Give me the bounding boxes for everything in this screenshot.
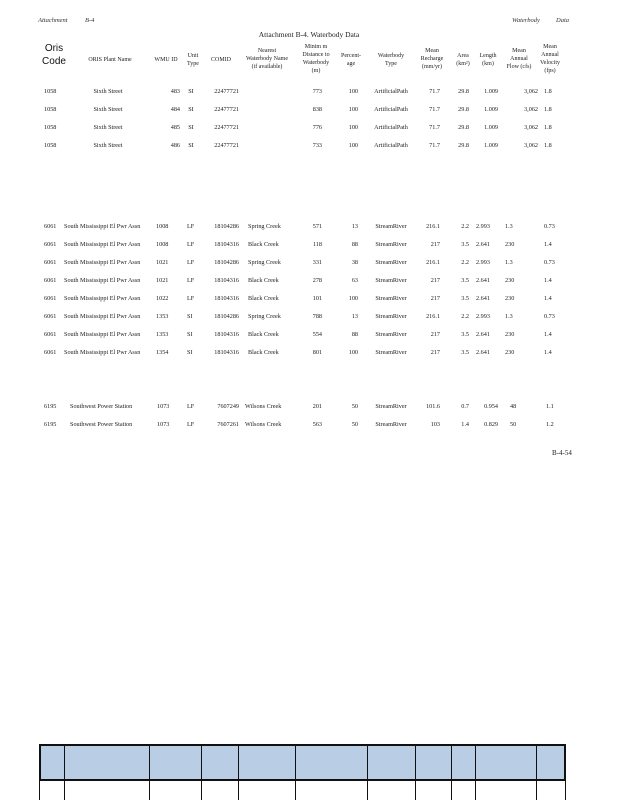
cell-len: 2.993 [476,259,490,266]
cell-name: Black Creek [248,331,279,338]
cell-rech: 101.6 [426,403,440,410]
col-length: Length (km) [479,53,497,67]
next-table-header [39,744,566,800]
cell-rech: 216.1 [426,259,440,266]
cell-wmu: 1353 [156,331,169,338]
col-unit-type: Unit Type [187,53,199,67]
cell-dist: 101 [312,295,322,302]
cell-vel: 1.8 [544,88,552,95]
cell-comid: 18104286 [214,259,239,266]
cell-wmu: 1354 [156,349,169,356]
cell-area: 3.5 [461,349,469,356]
cell-plant: Sixth Street [93,142,123,149]
table-row [0,403,618,415]
cell-wmu: 1073 [157,403,170,410]
cell-plant: Southwest Power Station [70,421,133,428]
cell-plant: Sixth Street [93,88,123,95]
cell-len: 0.829 [484,421,498,428]
cell-flow: 1.3 [505,259,513,266]
table-row [0,124,618,136]
cell-vel: 1.1 [546,403,554,410]
cell-len: 2.993 [476,313,490,320]
cell-unit: SI [187,331,193,338]
cell-vel: 1.2 [546,421,554,428]
cell-oris: 6061 [44,277,57,284]
cell-len: 0.954 [484,403,498,410]
cell-flow: 3,062 [524,106,538,113]
cell-wmu: 1008 [156,241,169,248]
cell-comid: 7607249 [217,403,239,410]
grid-line [238,744,239,800]
cell-plant: South Mississippi El Pwr Assn [64,331,141,338]
cell-rech: 103 [430,421,440,428]
cell-area: 3.5 [461,277,469,284]
cell-vel: 0.73 [544,223,555,230]
cell-unit: SI [187,313,193,320]
cell-name: Wilsons Creek [245,421,282,428]
cell-area: 2.2 [461,259,469,266]
cell-vel: 1.4 [544,349,552,356]
cell-type: StreamRiver [375,259,407,266]
col-wmu-id: WMU ID [154,57,178,63]
cell-rech: 216.1 [426,223,440,230]
cell-flow: 230 [505,295,515,302]
cell-len: 1.009 [484,88,498,95]
cell-flow: 3,062 [524,124,538,131]
cell-unit: LF [187,277,195,284]
cell-comid: 18104286 [214,313,239,320]
table-row [0,223,618,235]
cell-unit: LF [187,421,195,428]
cell-type: ArtificialPath [374,106,408,113]
cell-pct: 100 [348,142,358,149]
grid-line [415,744,416,800]
cell-pct: 38 [351,259,358,266]
cell-oris: 6061 [44,331,57,338]
cell-vel: 0.73 [544,313,555,320]
cell-dist: 278 [312,277,322,284]
cell-rech: 217 [430,349,440,356]
cell-comid: 22477721 [214,106,239,113]
cell-dist: 776 [312,124,322,131]
cell-dist: 201 [312,403,322,410]
header-attachment: Attachment [38,17,68,24]
header-topic: Waterbody [512,17,540,24]
grid-line [367,744,368,800]
cell-plant: South Mississippi El Pwr Assn [64,277,141,284]
cell-unit: LF [187,403,195,410]
cell-type: StreamRiver [375,331,407,338]
cell-area: 3.5 [461,241,469,248]
cell-dist: 571 [312,223,322,230]
cell-type: StreamRiver [375,295,407,302]
cell-flow: 230 [505,331,515,338]
cell-len: 1.009 [484,142,498,149]
cell-rech: 217 [430,331,440,338]
cell-oris: 6061 [44,241,57,248]
table-row [0,259,618,271]
cell-dist: 838 [312,106,322,113]
cell-plant: Sixth Street [93,124,123,131]
grid-line [451,744,452,800]
cell-oris: 6061 [44,259,57,266]
cell-vel: 1.8 [544,124,552,131]
col-percentage: Percent- age [341,53,361,67]
cell-name: Spring Creek [248,313,281,320]
cell-pct: 13 [351,223,358,230]
cell-flow: 230 [505,349,515,356]
cell-unit: SI [188,142,194,149]
cell-plant: Sixth Street [93,106,123,113]
grid-line [475,744,476,800]
cell-dist: 788 [312,313,322,320]
cell-rech: 217 [430,241,440,248]
cell-comid: 18104316 [214,295,239,302]
cell-comid: 22477721 [214,88,239,95]
cell-unit: SI [187,349,193,356]
cell-flow: 1.3 [505,223,513,230]
cell-unit: SI [188,88,194,95]
cell-plant: South Mississippi El Pwr Assn [64,241,141,248]
cell-name: Spring Creek [248,223,281,230]
cell-vel: 1.8 [544,106,552,113]
cell-unit: LF [187,295,195,302]
cell-pct: 100 [348,295,358,302]
cell-wmu: 1021 [156,259,169,266]
cell-name: Wilsons Creek [245,403,282,410]
col-nearest-waterbody: Nearest Waterbody Name (if available) [246,48,288,70]
cell-len: 1.009 [484,106,498,113]
cell-vel: 1.4 [544,295,552,302]
table-row [0,241,618,253]
cell-oris: 6195 [44,421,57,428]
cell-plant: South Mississippi El Pwr Assn [64,349,141,356]
cell-comid: 18104286 [214,223,239,230]
table-row [0,295,618,307]
header-section: B-4 [85,17,95,24]
cell-plant: South Mississippi El Pwr Assn [64,223,141,230]
cell-name: Black Creek [248,295,279,302]
page-title: Attachment B-4. Waterbody Data [258,30,360,39]
cell-oris: 6195 [44,403,57,410]
cell-plant: South Mississippi El Pwr Assn [64,313,141,320]
cell-area: 1.4 [461,421,469,428]
cell-oris: 1058 [44,106,57,113]
cell-pct: 100 [348,88,358,95]
cell-comid: 22477721 [214,142,239,149]
cell-flow: 3,062 [524,88,538,95]
cell-plant: Southwest Power Station [70,403,133,410]
cell-dist: 773 [312,88,322,95]
cell-comid: 18104316 [214,277,239,284]
cell-wmu: 484 [170,106,180,113]
cell-type: ArtificialPath [374,124,408,131]
cell-type: StreamRiver [375,421,407,428]
col-comid: COMID [210,57,231,63]
cell-vel: 1.4 [544,331,552,338]
cell-comid: 18104316 [214,241,239,248]
table-row [0,313,618,325]
header-data: Data [556,17,569,24]
cell-type: ArtificialPath [374,142,408,149]
page-number: B-4-54 [552,449,572,457]
cell-area: 3.5 [461,295,469,302]
cell-rech: 71.7 [429,142,440,149]
cell-pct: 88 [351,241,358,248]
cell-oris: 1058 [44,88,57,95]
cell-type: ArtificialPath [374,88,408,95]
cell-vel: 1.4 [544,241,552,248]
cell-flow: 230 [505,277,515,284]
cell-plant: South Mississippi El Pwr Assn [64,295,141,302]
cell-name: Black Creek [248,241,279,248]
cell-comid: 22477721 [214,124,239,131]
cell-type: StreamRiver [375,313,407,320]
cell-pct: 100 [348,106,358,113]
grid-line [295,744,296,800]
cell-oris: 6061 [44,313,57,320]
col-mean-annual-flow: Mean Annual Flow (cfs) [506,48,532,70]
cell-vel: 1.4 [544,277,552,284]
cell-wmu: 1008 [156,223,169,230]
cell-flow: 3,062 [524,142,538,149]
cell-pct: 13 [351,313,358,320]
cell-rech: 71.7 [429,106,440,113]
cell-pct: 100 [348,349,358,356]
cell-rech: 217 [430,295,440,302]
grid-line [149,744,150,800]
cell-dist: 331 [312,259,322,266]
cell-name: Spring Creek [248,259,281,266]
cell-rech: 217 [430,277,440,284]
cell-wmu: 485 [170,124,180,131]
cell-flow: 48 [510,403,517,410]
cell-len: 2.993 [476,223,490,230]
cell-pct: 50 [351,403,358,410]
cell-rech: 216.1 [426,313,440,320]
grid-line [39,744,40,800]
cell-flow: 230 [505,241,515,248]
grid-line [565,744,566,800]
cell-flow: 50 [510,421,517,428]
cell-wmu: 486 [170,142,180,149]
cell-len: 2.641 [476,241,490,248]
cell-unit: LF [187,223,195,230]
cell-pct: 63 [351,277,358,284]
grid-line [64,744,65,800]
cell-name: Black Creek [248,349,279,356]
cell-type: StreamRiver [375,223,407,230]
col-mean-recharge: Mean Recharge (mm/yr) [420,48,444,70]
cell-unit: SI [188,124,194,131]
cell-len: 2.641 [476,331,490,338]
table-row [0,106,618,118]
cell-vel: 0.73 [544,259,555,266]
cell-comid: 18104316 [214,349,239,356]
table-row [0,277,618,289]
cell-rech: 71.7 [429,124,440,131]
cell-dist: 733 [312,142,322,149]
next-table-header-band [39,744,566,781]
col-waterbody-type: Waterbody Type [377,53,405,67]
cell-type: StreamRiver [375,241,407,248]
cell-len: 2.641 [476,295,490,302]
cell-area: 3.5 [461,331,469,338]
cell-comid: 18104316 [214,331,239,338]
cell-wmu: 1353 [156,313,169,320]
cell-flow: 1.3 [505,313,513,320]
cell-wmu: 483 [170,88,180,95]
cell-area: 29.8 [458,88,469,95]
cell-len: 2.641 [476,277,490,284]
cell-unit: LF [187,241,195,248]
cell-wmu: 1073 [157,421,170,428]
cell-oris: 6061 [44,349,57,356]
cell-area: 29.8 [458,124,469,131]
col-oris-code: Oris Code [42,43,66,67]
cell-dist: 118 [312,241,322,248]
cell-pct: 88 [351,331,358,338]
cell-comid: 7607261 [217,421,239,428]
cell-dist: 554 [312,331,322,338]
cell-unit: LF [187,259,195,266]
cell-area: 0.7 [461,403,469,410]
cell-oris: 6061 [44,295,57,302]
cell-name: Black Creek [248,277,279,284]
table-row [0,331,618,343]
cell-plant: South Mississippi El Pwr Assn [64,259,141,266]
cell-area: 29.8 [458,106,469,113]
col-plant-name: ORIS Plant Name [88,57,132,63]
cell-type: StreamRiver [375,403,407,410]
cell-type: StreamRiver [375,277,407,284]
table-row [0,142,618,154]
table-row [0,349,618,361]
cell-area: 2.2 [461,223,469,230]
cell-oris: 1058 [44,142,57,149]
cell-area: 2.2 [461,313,469,320]
col-area: Area (km²) [456,53,470,67]
table-row [0,421,618,433]
grid-line [201,744,202,800]
cell-wmu: 1022 [156,295,169,302]
cell-pct: 50 [351,421,358,428]
cell-unit: SI [188,106,194,113]
cell-vel: 1.8 [544,142,552,149]
grid-line [536,744,537,800]
cell-oris: 6061 [44,223,57,230]
table-row [0,88,618,100]
col-min-distance: Minim m Distance to Waterbody (m) [302,44,330,74]
cell-dist: 563 [312,421,322,428]
cell-pct: 100 [348,124,358,131]
cell-area: 29.8 [458,142,469,149]
cell-type: StreamRiver [375,349,407,356]
cell-rech: 71.7 [429,88,440,95]
cell-dist: 801 [312,349,322,356]
cell-len: 1.009 [484,124,498,131]
cell-len: 2.641 [476,349,490,356]
cell-oris: 1058 [44,124,57,131]
col-mean-annual-velocity: Mean Annual Velocity (fps) [540,44,560,74]
cell-wmu: 1021 [156,277,169,284]
